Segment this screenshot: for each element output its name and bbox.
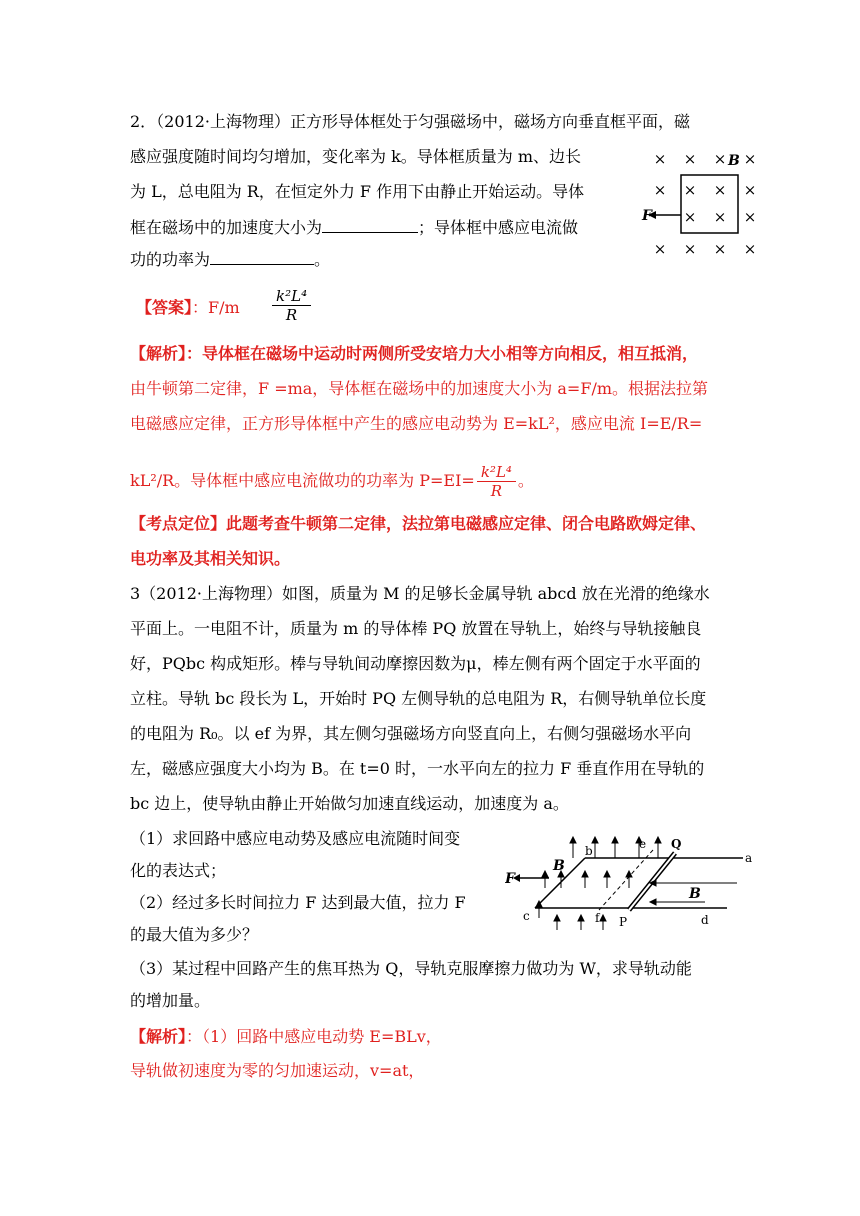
svg-text:×: × [653,150,667,168]
q2-line-4-text: 框在磁场中的加速度大小为 [130,218,323,237]
label-q: Q [671,837,682,851]
q3-sub2-line-2: 的最大值为多少？ [130,925,259,944]
svg-text:×: × [653,240,667,258]
q2-kaodian-2: 电功率及其相关知识。 [130,549,291,568]
q2-line-5 [130,248,330,271]
q3-sub1-line-2: 化的表达式； [130,861,227,880]
power-fraction-denominator: R [490,482,503,500]
label-c: c [523,909,530,923]
q3-sub2-line-1: （2）经过多长时间拉力 F 达到最大值，拉力 F [130,893,466,912]
q3-line-7: bc 边上，使导轨由静止开始做匀加速直线运动，加速度为 a。 [130,794,569,813]
q2-line-5-end: 。 [314,250,331,269]
q2-line-4-text-b: ；导体框中感应电流做 [418,218,579,237]
svg-text:×: × [683,240,697,258]
label-d: d [701,913,709,927]
label-field-left: B [689,886,701,902]
svg-text:×: × [683,208,697,226]
q2-analysis-2: 由牛顿第二定律，F =ma，导体框在磁场中的加速度大小为 a=F/m。根据法拉第 [130,379,709,398]
svg-text:×: × [713,150,727,168]
answer-fraction [272,287,311,324]
label-f: f [595,911,600,925]
svg-text:×: × [713,181,727,199]
label-b: b [585,844,593,858]
q3-sub3-line-2: 的增加量。 [130,991,211,1010]
svg-text:×: × [683,181,697,199]
svg-text:×: × [743,208,757,226]
q2-analysis-3: 电磁感应定律，正方形导体框中产生的感应电动势为 E=kL²，感应电流 I=E/R= [130,414,703,433]
q3-line-3: 好，PQbc 构成矩形。棒与导轨间动摩擦因数为μ，棒左侧有两个固定于水平面的 [130,654,701,673]
label-e: e [639,837,647,851]
answer-fraction-denominator: R [285,306,298,324]
field-label: B [728,153,740,169]
q3-analysis-label: 【解析】 [130,1027,187,1046]
svg-text:×: × [743,181,757,199]
field-cross-marks [654,150,757,258]
q2-analysis-4 [130,463,534,500]
q3-sub3-line-1: （3）某过程中回路产生的焦耳热为 Q，导轨克服摩擦力做功为 W，求导轨动能 [130,959,692,978]
label-field-up: B [553,858,565,874]
q2-analysis-4-end: 。 [517,471,534,490]
svg-text:×: × [713,240,727,258]
q3-line-2: 平面上。一电阻不计，质量为 m 的导体棒 PQ 放置在导轨上，始终与导轨接触良 [130,619,702,638]
q3-analysis-2: 导轨做初速度为零的匀加速运动，v=at， [130,1061,425,1080]
answer-fraction-numerator: k²L⁴ [272,287,311,306]
svg-text:×: × [713,208,727,226]
q2-line-1: 2．（2012·上海物理）正方形导体框处于匀强磁场中，磁场方向垂直框平面，磁 [130,112,690,131]
label-force: F [505,871,515,887]
label-a: a [745,851,753,865]
q3-sub1-line-1: （1）求回路中感应电动势及感应电流随时间变 [130,829,461,848]
q3-line-4: 立柱。导轨 bc 段长为 L，开始时 PQ 左侧导轨的总电阻为 R，右侧导轨单位长度 [130,689,707,708]
svg-text:×: × [683,150,697,168]
answer-blank-2 [210,248,314,265]
q3-analysis-1 [130,1026,442,1048]
svg-text:×: × [653,181,667,199]
q2-answer [136,297,240,319]
power-fraction-numerator: k²L⁴ [477,463,516,482]
q3-line-6: 左，磁感应强度大小均为 B。在 t=0 时，一水平向左的拉力 F 垂直作用在导轨的 [130,759,705,778]
answer-blank-1 [322,216,418,233]
q2-kaodian-1: 【考点定位】此题考查牛顿第二定律，法拉第电磁感应定律、闭合电路欧姆定律、 [130,514,707,533]
q3-line-1: 3（2012·上海物理）如图，质量为 M 的足够长金属导轨 abcd 放在光滑的绝缘水 [130,584,710,603]
answer-value: ：F/m [192,298,240,317]
q2-analysis-1: 【解析】：导体框在磁场中运动时两侧所受安培力大小相等方向相反，相互抵消， [130,344,699,363]
svg-text:×: × [743,240,757,258]
q2-line-3: 为 L，总电阻为 R，在恒定外力 F 作用下由静止开始运动。导体 [130,182,585,201]
q2-line-4 [130,216,578,239]
label-p: P [619,915,628,929]
q2-magnetic-field-figure [640,146,764,264]
svg-text:×: × [743,150,757,168]
q2-analysis-4-text: kL²/R。导体框中感应电流做功的功率为 P=EI= [130,471,475,490]
q2-line-2: 感应强度随时间均匀增加，变化率为 k。导体框质量为 m、边长 [130,147,582,166]
q3-line-5: 的电阻为 R₀。以 ef 为界，其左侧匀强磁场方向竖直向上，右侧匀强磁场水平向 [130,724,692,743]
q3-rail-figure [505,830,755,938]
force-label: F [642,208,652,224]
q3-analysis-text-1: ：（1）回路中感应电动势 E=BLv， [186,1027,442,1046]
q2-line-5-text: 功的功率为 [130,250,211,269]
answer-label: 【答案】 [136,298,193,317]
